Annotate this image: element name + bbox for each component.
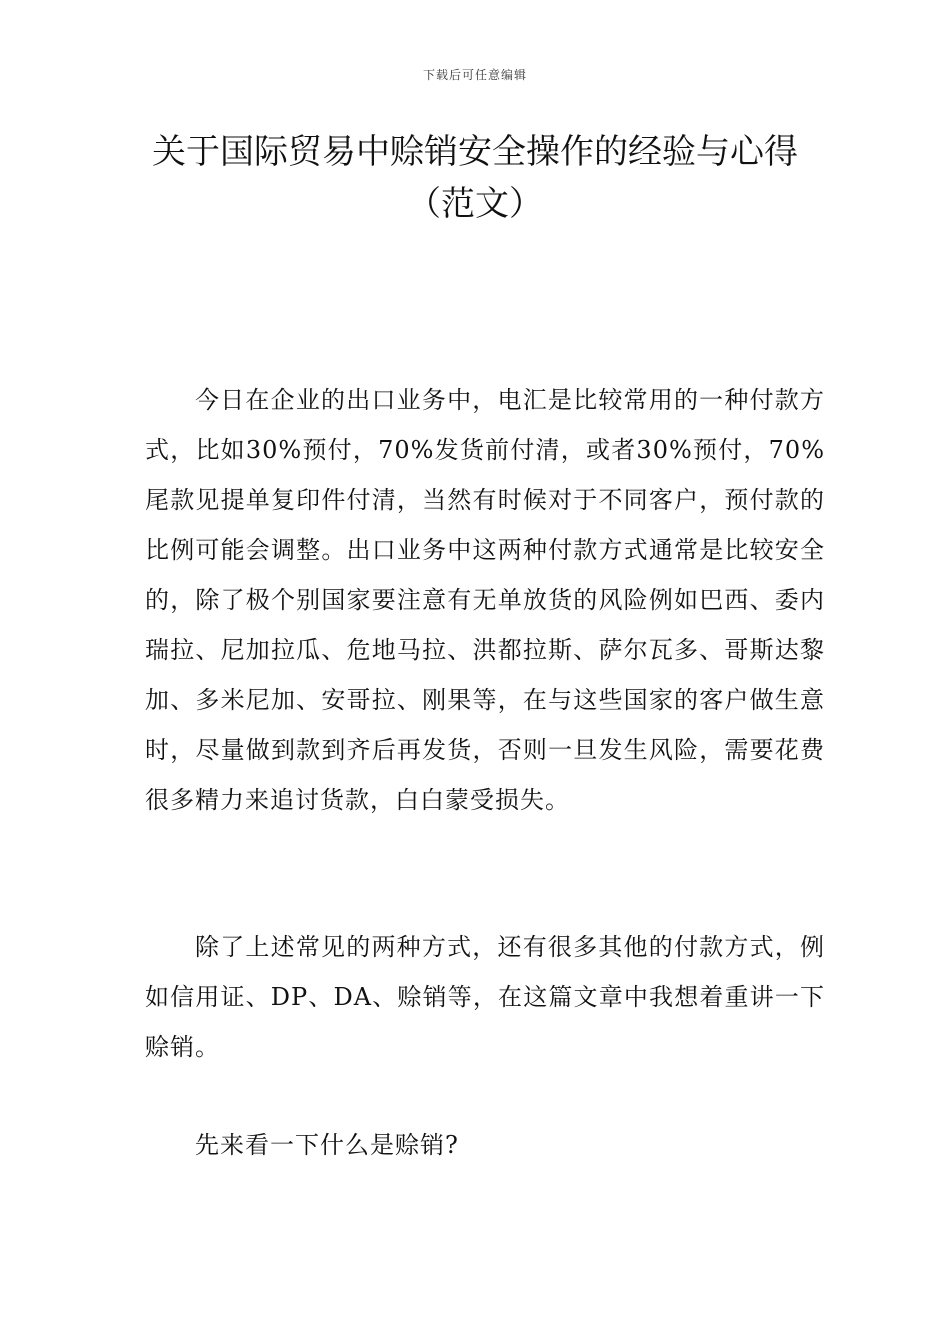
body-paragraph: 先来看一下什么是赊销? [195,1131,459,1159]
document-title: 关于国际贸易中赊销安全操作的经验与心得（范文） [152,132,798,224]
body-paragraph: 今日在企业的出口业务中，电汇是比较常用的一种付款方式，比如30%预付，70%发货前付清，或者30%预付，70%尾款见提单复印件付清，当然有时候对于不同客户，预付款的比例可能会调整。出口业务中这两种付款方式通常是比较安全的，除了极个别国家要注意有无单放货的风险例如巴西、委内瑞拉、尼加拉瓜、危地马拉、洪都拉斯、萨尔瓦多、哥斯达黎加、多米尼加、安哥拉、刚果等，在与这些国家的客户做生意时，尽量做到款到齐后再发货，否则一旦发生风险，需要花费很多精力来追讨货款，白白蒙受损失。 [145,386,825,814]
body-paragraph: 除了上述常见的两种方式，还有很多其他的付款方式，例如信用证、DP、DA、赊销等，在这篇文章中我想着重讲一下赊销。 [145,933,825,1061]
header-note: 下载后可任意编辑 [422,68,527,82]
